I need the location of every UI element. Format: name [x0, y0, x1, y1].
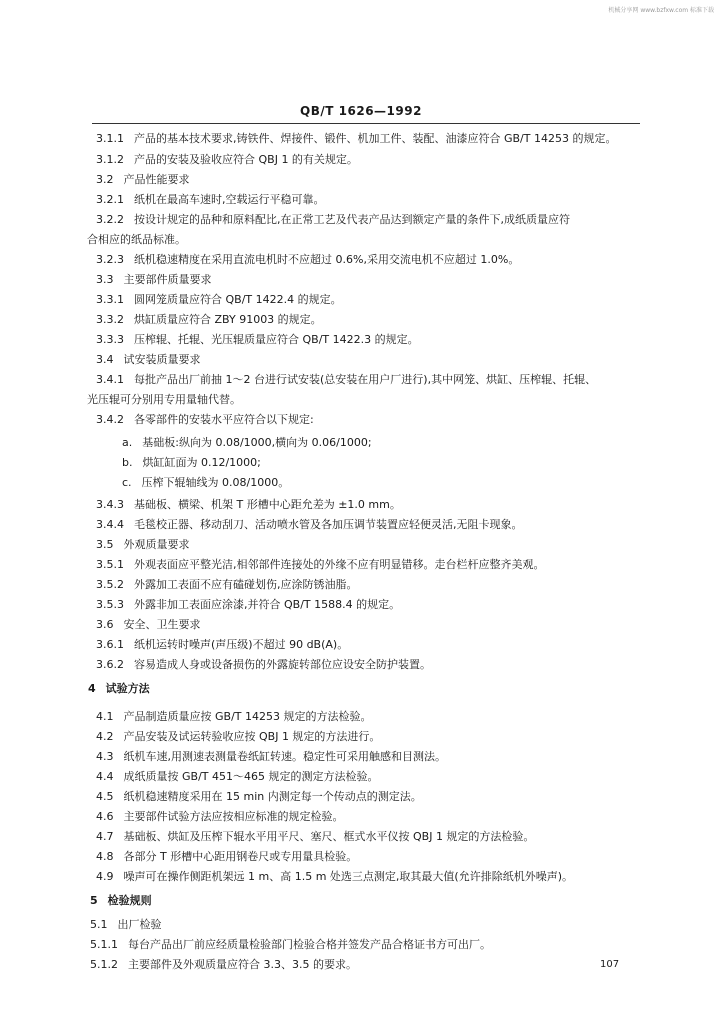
clause-number: 3.2.1 — [96, 193, 124, 206]
clause-line — [96, 353, 201, 367]
clause-text: 烘缸缸面为 0.12/1000; — [142, 456, 261, 469]
clause-number: 3.2 — [96, 173, 114, 186]
clause-text: 每台产品出厂前应经质量检验部门检验合格并签发产品合格证书方可出厂。 — [128, 938, 491, 951]
clause-line — [96, 790, 422, 804]
clause-line — [96, 193, 325, 207]
clause-number: 4.9 — [96, 870, 114, 883]
section-heading — [88, 682, 150, 696]
clause-text: 烘缸质量应符合 ZBY 91003 的规定。 — [134, 313, 322, 326]
clause-line — [96, 578, 358, 592]
clause-text: 纸机车速,用测速表测量卷纸缸转速。稳定性可采用触感和目测法。 — [123, 750, 446, 763]
clause-line — [96, 750, 446, 764]
document-header: QB/T 1626—1992 — [300, 104, 422, 118]
clause-line — [96, 153, 358, 167]
clause-line — [122, 456, 261, 470]
clause-line — [96, 273, 212, 287]
watermark-text: 机械分享网 www.bzfxw.com 标准下载 — [608, 7, 714, 14]
clause-text: 成纸质量按 GB/T 451～465 规定的测定方法检验。 — [123, 770, 379, 783]
clause-number: 4.4 — [96, 770, 114, 783]
clause-text: 纸机运转时噪声(声压级)不超过 90 dB(A)。 — [134, 638, 349, 651]
clause-text: 试验方法 — [105, 682, 150, 695]
clause-line — [96, 333, 419, 347]
clause-line — [96, 558, 545, 572]
clause-number: 4.3 — [96, 750, 114, 763]
clause-number: 4.5 — [96, 790, 114, 803]
clause-text: 纸机在最高车速时,空载运行平稳可靠。 — [134, 193, 325, 206]
clause-number: 3.3.1 — [96, 293, 124, 306]
clause-number: 3.3.2 — [96, 313, 124, 326]
clause-text: 光压辊可分别用专用量轴代替。 — [87, 393, 241, 406]
clause-line — [96, 373, 596, 387]
clause-text: 产品性能要求 — [123, 173, 190, 186]
clause-number: 5 — [90, 894, 98, 907]
clause-text: 基础板、横梁、机架 T 形槽中心距允差为 ±1.0 mm。 — [134, 498, 401, 511]
clause-number: 3.1.2 — [96, 153, 124, 166]
clause-number: 4.6 — [96, 810, 114, 823]
clause-number: 3.3 — [96, 273, 114, 286]
clause-text: 试安装质量要求 — [123, 353, 201, 366]
clause-number: 3.2.3 — [96, 253, 124, 266]
clause-text: 出厂检验 — [117, 918, 162, 931]
clause-number: 3.6.2 — [96, 658, 124, 671]
clause-number: 3.6 — [96, 618, 114, 631]
clause-line — [96, 658, 431, 672]
clause-text: 纸机稳速精度在采用直流电机时不应超过 0.6%,采用交流电机不应超过 1.0%。 — [134, 253, 520, 266]
clause-number: 3.5.1 — [96, 558, 124, 571]
clause-text: 纸机稳速精度采用在 15 min 内测定每一个传动点的测定法。 — [123, 790, 422, 803]
clause-number: 3.4.1 — [96, 373, 124, 386]
clause-text: 各部分 T 形槽中心距用钢卷尺或专用量具检验。 — [123, 850, 358, 863]
clause-line — [90, 958, 357, 972]
clause-line — [96, 810, 344, 824]
clause-text: 产品制造质量应按 GB/T 14253 规定的方法检验。 — [123, 710, 372, 723]
clause-number: b. — [122, 456, 133, 469]
clause-number: 4.2 — [96, 730, 114, 743]
clause-text: 按设计规定的品种和原料配比,在正常工艺及代表产品达到额定产量的条件下,成纸质量应符 — [134, 213, 570, 226]
clause-number: 4.1 — [96, 710, 114, 723]
clause-line — [96, 850, 357, 864]
clause-line — [90, 918, 162, 932]
clause-text: 外观表面应平整光洁,相邻部件连接处的外缘不应有明显错移。走台栏杆应整齐美观。 — [134, 558, 545, 571]
clause-line — [87, 393, 241, 407]
clause-line — [96, 253, 519, 267]
clause-line — [96, 830, 534, 844]
clause-text: 基础板:纵向为 0.08/1000,横向为 0.06/1000; — [142, 436, 372, 449]
clause-line — [96, 638, 348, 652]
clause-text: 毛毯校正器、移动刮刀、活动喷水管及各加压调节装置应轻便灵活,无阻卡现象。 — [134, 518, 523, 531]
clause-text: 检验规则 — [107, 894, 152, 907]
clause-text: 产品的安装及验收应符合 QBJ 1 的有关规定。 — [134, 153, 358, 166]
clause-text: 主要部件试验方法应按相应标准的规定检验。 — [123, 810, 344, 823]
clause-text: 产品的基本技术要求,铸铁件、焊接件、锻件、机加工件、装配、油漆应符合 GB/T 14253 的规定。 — [134, 132, 617, 145]
clause-line — [90, 938, 491, 952]
clause-line — [87, 233, 186, 247]
clause-text: 主要部件质量要求 — [123, 273, 212, 286]
clause-line — [96, 870, 573, 884]
clause-line — [96, 413, 314, 427]
clause-line — [96, 313, 322, 327]
section-heading — [90, 894, 152, 908]
clause-number: 4.8 — [96, 850, 114, 863]
clause-number: 3.4 — [96, 353, 114, 366]
clause-text: 压榨下辊轴线为 0.08/1000。 — [141, 476, 290, 489]
clause-line — [122, 436, 372, 450]
clause-number: 5.1 — [90, 918, 108, 931]
clause-number: 3.5.2 — [96, 578, 124, 591]
clause-line — [122, 476, 289, 490]
page-number: 107 — [600, 959, 620, 970]
clause-line — [96, 730, 380, 744]
clause-number: 3.4.4 — [96, 518, 124, 531]
clause-line — [96, 770, 378, 784]
clause-number: 3.3.3 — [96, 333, 124, 346]
clause-number: a. — [122, 436, 133, 449]
clause-line — [96, 538, 190, 552]
clause-line — [96, 518, 523, 532]
clause-number: 3.4.3 — [96, 498, 124, 511]
header-rule — [92, 123, 640, 124]
clause-line — [96, 213, 570, 227]
clause-number: 3.2.2 — [96, 213, 124, 226]
clause-number: 3.5.3 — [96, 598, 124, 611]
clause-line — [96, 498, 401, 512]
clause-text: 外露非加工表面应涂漆,并符合 QB/T 1588.4 的规定。 — [134, 598, 401, 611]
clause-number: 3.5 — [96, 538, 114, 551]
clause-text: 容易造成人身或设备损伤的外露旋转部位应设安全防护装置。 — [134, 658, 431, 671]
clause-text: 安全、卫生要求 — [123, 618, 201, 631]
clause-text: 每批产品出厂前抽 1～2 台进行试安装(总安装在用户厂进行),其中网笼、烘缸、压榨辊、托辊、 — [134, 373, 597, 386]
clause-text: 噪声可在操作侧距机架远 1 m、高 1.5 m 处选三点测定,取其最大值(允许排除纸机外噪声)。 — [123, 870, 573, 883]
clause-number: c. — [122, 476, 132, 489]
clause-text: 各零部件的安装水平应符合以下规定: — [134, 413, 314, 426]
clause-line — [96, 598, 400, 612]
clause-text: 产品安装及试运转验收应按 QBJ 1 规定的方法进行。 — [123, 730, 381, 743]
clause-line — [96, 710, 371, 724]
clause-line — [96, 173, 190, 187]
clause-line — [96, 293, 342, 307]
clause-number: 5.1.1 — [90, 938, 118, 951]
clause-text: 圆网笼质量应符合 QB/T 1422.4 的规定。 — [134, 293, 342, 306]
clause-text: 压榨辊、托辊、光压辊质量应符合 QB/T 1422.3 的规定。 — [134, 333, 419, 346]
clause-line — [96, 618, 201, 632]
clause-number: 3.6.1 — [96, 638, 124, 651]
clause-number: 5.1.2 — [90, 958, 118, 971]
clause-text: 外观质量要求 — [123, 538, 190, 551]
clause-number: 4.7 — [96, 830, 114, 843]
clause-number: 3.1.1 — [96, 132, 124, 145]
clause-number: 4 — [88, 682, 96, 695]
clause-line — [96, 132, 616, 146]
clause-text: 合相应的纸品标准。 — [87, 233, 186, 246]
clause-text: 基础板、烘缸及压榨下辊水平用平尺、塞尺、框式水平仪按 QBJ 1 规定的方法检验。 — [123, 830, 535, 843]
clause-text: 外露加工表面不应有磕碰划伤,应涂防锈油脂。 — [134, 578, 358, 591]
clause-number: 3.4.2 — [96, 413, 124, 426]
clause-text: 主要部件及外观质量应符合 3.3、3.5 的要求。 — [128, 958, 357, 971]
